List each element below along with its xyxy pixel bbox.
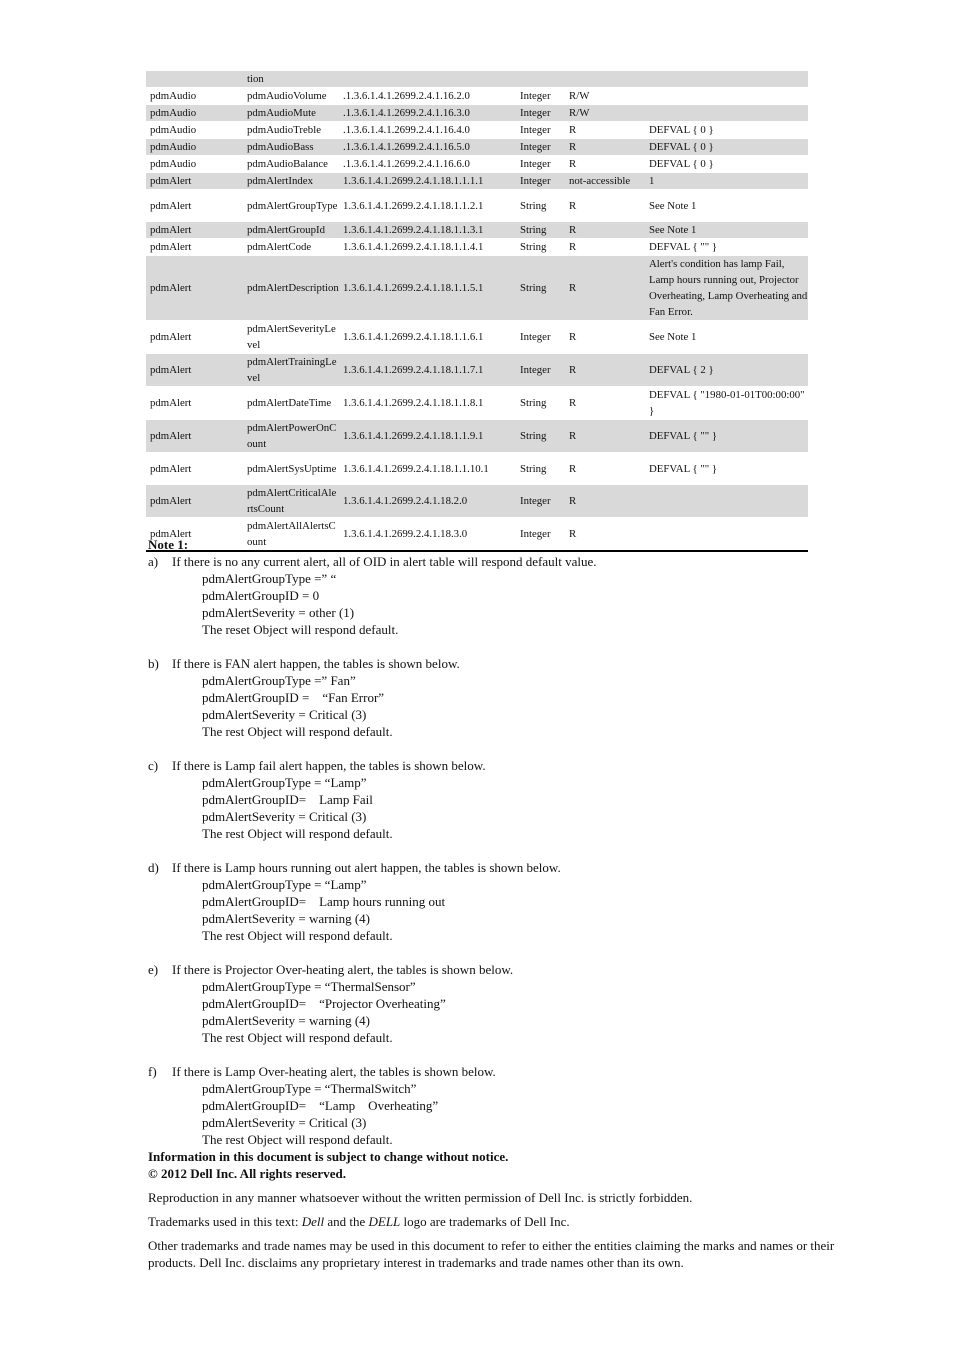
cell-object-name: pdmAudioBass (243, 139, 339, 156)
cell-object-name: pdmAlertCode (247, 241, 312, 253)
cell-group: pdmAlert (150, 331, 192, 343)
cell-access: not-accessible (565, 173, 645, 190)
note-case-line: pdmAlertSeverity = other (1) (202, 605, 355, 620)
other-trademarks-notice: Other trademarks and trade names may be used in this document to refer to either the entities claiming the marks and names or their products. Dell Inc. disclaims any proprietary interest in trademarks and trade names other than its own. (148, 1238, 835, 1270)
note-case-text: If there is Lamp Over-heating alert, the tables is shown below. (172, 1064, 496, 1079)
note-case (148, 859, 848, 944)
cell-description: See Note 1 (645, 222, 808, 239)
table-body (146, 71, 808, 551)
cell-group: pdmAlert (150, 397, 192, 409)
cell-description: DEFVAL { 0 } (649, 124, 714, 136)
note-case-line: The reset Object will respond default. (202, 622, 399, 637)
cell-oid: 1.3.6.1.4.1.2699.2.4.1.18.1.1.1.1 (339, 173, 516, 190)
cell-group: pdmAudio (146, 139, 243, 156)
cell-description: Alert's condition has lamp Fail, Lamp hours running out, Projector Overheating, Lamp Overheating and Fan Error. (645, 256, 808, 321)
cell-oid: 1.3.6.1.4.1.2699.2.4.1.18.1.1.5.1 (339, 256, 516, 321)
cell-oid: .1.3.6.1.4.1.2699.2.4.1.16.4.0 (343, 124, 470, 136)
change-notice: Information in this document is subject to change without notice. (148, 1149, 509, 1164)
cell-object-name: pdmAudioVolume (247, 90, 327, 102)
note-case-line: pdmAlertSeverity = warning (4) (202, 1013, 370, 1028)
cell-description: DEFVAL { 0 } (649, 158, 714, 170)
table-row (146, 190, 808, 222)
cell-access: R (565, 354, 645, 387)
note-case-line: The rest Object will respond default. (202, 1030, 393, 1045)
table-row (146, 139, 808, 156)
cell-object-name: pdmAlertTrainingLevel (243, 354, 339, 387)
note-case-line: pdmAlertGroupID= Lamp Fail (202, 792, 373, 807)
cell-access (565, 71, 645, 88)
cell-description: See Note 1 (649, 331, 697, 343)
note-case-heading (148, 655, 848, 672)
table-row (146, 354, 808, 387)
cell-access: R (565, 139, 645, 156)
note-case-line: pdmAlertGroupType = “ThermalSensor” (202, 979, 416, 994)
cell-description: DEFVAL { "1980-01-01T00:00:00" } (649, 389, 805, 417)
cell-group: pdmAlert (150, 241, 192, 253)
cell-access: R (569, 241, 577, 253)
cell-oid (339, 71, 516, 88)
note-case-line: pdmAlertGroupID = “Fan Error” (202, 690, 385, 705)
note-case-letter: f) (148, 1064, 157, 1079)
cell-access: R/W (569, 90, 590, 102)
note-case-line: The rest Object will respond default. (202, 1132, 393, 1147)
cell-object-name: pdmAlertGroupType (247, 199, 338, 212)
cell-object-name: pdmAudioMute (243, 105, 339, 122)
note-case-text: If there is no any current alert, all of OID in alert table will respond default value. (172, 554, 597, 569)
note-case-line: The rest Object will respond default. (202, 826, 393, 841)
cell-object-name: pdmAlertPowerOnCount (243, 420, 339, 453)
note-case-line: pdmAlertSeverity = Critical (3) (202, 707, 367, 722)
legal-footer (148, 1148, 848, 1271)
note-case-line: pdmAlertGroupID= “Lamp Overheating” (202, 1098, 439, 1113)
note-case-heading (148, 961, 848, 978)
cell-object-name: tion (243, 71, 339, 88)
cell-type: String (520, 199, 547, 212)
cell-access: R (565, 485, 645, 518)
cell-type: Integer (516, 485, 565, 518)
cell-oid: .1.3.6.1.4.1.2699.2.4.1.16.6.0 (343, 158, 470, 170)
cell-type: Integer (516, 173, 565, 190)
cell-type: Integer (520, 124, 551, 136)
table-row (146, 122, 808, 139)
cell-object-name: pdmAlertAllAlertsCount (247, 520, 336, 548)
note-case-line: pdmAlertGroupID= Lamp hours running out (202, 894, 446, 909)
cell-access: R (565, 420, 645, 453)
cell-group: pdmAlert (146, 256, 243, 321)
table-row (146, 321, 808, 354)
table-row (146, 88, 808, 105)
note-case-line: pdmAlertGroupType =” Fan” (202, 673, 356, 688)
note-case-letter: a) (148, 554, 159, 569)
cell-object-name: pdmAudioTreble (247, 124, 321, 136)
note-section (148, 536, 848, 1165)
note-case-text: If there is Lamp fail alert happen, the tables is shown below. (172, 758, 486, 773)
note-case (148, 1063, 848, 1148)
table-row (146, 173, 808, 190)
trademarks-suffix: logo are trademarks of Dell Inc. (400, 1214, 570, 1229)
note-case-list (148, 553, 848, 1148)
note-case-text: If there is Projector Over-heating alert, the tables is shown below. (172, 962, 514, 977)
cell-oid: .1.3.6.1.4.1.2699.2.4.1.16.3.0 (339, 105, 516, 122)
note-case-line: pdmAlertGroupType = “Lamp” (202, 877, 367, 892)
cell-object-name: pdmAudioBalance (247, 158, 328, 170)
cell-description: DEFVAL { "" } (645, 420, 808, 453)
note-title: Note 1: (148, 537, 189, 552)
table-row (146, 71, 808, 88)
note-case-letter: e) (148, 962, 159, 977)
cell-type: Integer (516, 105, 565, 122)
cell-object-name: pdmAlertGroupId (243, 222, 339, 239)
table-row (146, 256, 808, 321)
cell-group: pdmAlert (146, 420, 243, 453)
note-case-heading (148, 859, 848, 876)
note-case-line: pdmAlertGroupID = 0 (202, 588, 320, 603)
cell-group: pdmAlert (150, 199, 192, 212)
cell-group: pdmAudio (150, 158, 197, 170)
cell-group: pdmAlert (150, 528, 192, 540)
note-case (148, 961, 848, 1046)
cell-description: DEFVAL { "" } (649, 462, 718, 475)
cell-group: pdmAlert (150, 462, 192, 475)
note-case-letter: b) (148, 656, 159, 671)
trademarks-mid: and the (324, 1214, 369, 1229)
cell-group: pdmAlert (146, 354, 243, 387)
cell-oid: 1.3.6.1.4.1.2699.2.4.1.18.1.1.2.1 (343, 199, 484, 212)
cell-description: DEFVAL { 0 } (645, 139, 808, 156)
cell-object-name: pdmAlertDateTime (247, 397, 332, 409)
cell-oid: 1.3.6.1.4.1.2699.2.4.1.18.1.1.10.1 (343, 462, 489, 475)
cell-oid: 1.3.6.1.4.1.2699.2.4.1.18.1.1.7.1 (339, 354, 516, 387)
note-case-letter: d) (148, 860, 159, 875)
cell-access: R/W (565, 105, 645, 122)
trademark-dell: Dell (301, 1214, 325, 1229)
note-case-heading (148, 757, 848, 774)
note-case (148, 655, 848, 740)
table-row (146, 105, 808, 122)
cell-description: DEFVAL { 2 } (645, 354, 808, 387)
cell-type: Integer (520, 90, 551, 102)
note-case-line: pdmAlertGroupType = “Lamp” (202, 775, 367, 790)
cell-group: pdmAlert (146, 485, 243, 518)
cell-access: R (569, 331, 577, 343)
cell-object-name: pdmAlertCriticalAlertsCount (243, 485, 339, 518)
note-case-line: The rest Object will respond default. (202, 928, 393, 943)
cell-group: pdmAudio (150, 124, 197, 136)
note-case-letter: c) (148, 758, 159, 773)
note-case-line: pdmAlertSeverity = Critical (3) (202, 809, 367, 824)
cell-type: String (516, 420, 565, 453)
cell-oid: .1.3.6.1.4.1.2699.2.4.1.16.2.0 (343, 90, 470, 102)
cell-access: R (569, 462, 577, 475)
table-row (146, 222, 808, 239)
cell-group: pdmAudio (150, 90, 197, 102)
table-row (146, 387, 808, 420)
cell-type: Integer (520, 158, 551, 170)
cell-type: Integer (516, 139, 565, 156)
cell-oid: 1.3.6.1.4.1.2699.2.4.1.18.2.0 (339, 485, 516, 518)
cell-description: See Note 1 (649, 199, 697, 212)
cell-object-name: pdmAlertDescription (243, 256, 339, 321)
note-case-heading (148, 553, 848, 570)
mib-object-table (146, 71, 808, 552)
note-case-line: pdmAlertSeverity = warning (4) (202, 911, 370, 926)
cell-object-name: pdmAlertSysUptime (247, 462, 337, 475)
reproduction-notice: Reproduction in any manner whatsoever without the written permission of Dell Inc. is strictly forbidden. (148, 1190, 693, 1205)
cell-group: pdmAlert (146, 173, 243, 190)
table-row (146, 420, 808, 453)
cell-type: Integer (520, 528, 551, 540)
table-row (146, 485, 808, 518)
cell-access: R (569, 397, 577, 409)
cell-type: String (516, 222, 565, 239)
cell-group: pdmAlert (146, 222, 243, 239)
cell-type: Integer (516, 354, 565, 387)
cell-group (146, 71, 243, 88)
cell-oid: .1.3.6.1.4.1.2699.2.4.1.16.5.0 (339, 139, 516, 156)
cell-type: String (520, 397, 547, 409)
note-case-line: pdmAlertSeverity = Critical (3) (202, 1115, 367, 1130)
cell-access: R (569, 124, 577, 136)
cell-type: String (520, 241, 547, 253)
cell-object-name: pdmAlertSeverityLevel (247, 323, 336, 351)
trademarks-notice (148, 1213, 848, 1230)
note-case-line: pdmAlertGroupType =” “ (202, 571, 337, 586)
cell-oid: 1.3.6.1.4.1.2699.2.4.1.18.1.1.6.1 (343, 331, 484, 343)
note-case-line: The rest Object will respond default. (202, 724, 393, 739)
cell-oid: 1.3.6.1.4.1.2699.2.4.1.18.1.1.4.1 (343, 241, 484, 253)
trademarks-prefix: Trademarks used in this text: (148, 1214, 302, 1229)
table-row (146, 239, 808, 256)
note-case-text: If there is FAN alert happen, the tables is shown below. (172, 656, 460, 671)
cell-type: Integer (520, 331, 551, 343)
cell-description (645, 71, 808, 88)
cell-description (645, 105, 808, 122)
cell-description: 1 (645, 173, 808, 190)
cell-type: String (520, 462, 547, 475)
table-row (146, 156, 808, 173)
table-row (146, 453, 808, 485)
cell-access: R (569, 158, 577, 170)
cell-oid: 1.3.6.1.4.1.2699.2.4.1.18.3.0 (343, 528, 468, 540)
cell-type (516, 71, 565, 88)
trademark-dell-logo: DELL (368, 1214, 401, 1229)
note-case-heading (148, 1063, 848, 1080)
cell-group: pdmAudio (146, 105, 243, 122)
cell-oid: 1.3.6.1.4.1.2699.2.4.1.18.1.1.3.1 (339, 222, 516, 239)
note-case (148, 553, 848, 638)
cell-object-name: pdmAlertIndex (243, 173, 339, 190)
cell-access: R (569, 199, 577, 212)
copyright: © 2012 Dell Inc. All rights reserved. (148, 1166, 346, 1181)
cell-access: R (565, 256, 645, 321)
cell-description: DEFVAL { "" } (649, 241, 718, 253)
cell-oid: 1.3.6.1.4.1.2699.2.4.1.18.1.1.8.1 (343, 397, 484, 409)
cell-oid: 1.3.6.1.4.1.2699.2.4.1.18.1.1.9.1 (339, 420, 516, 453)
note-case-line: pdmAlertGroupID= “Projector Overheating” (202, 996, 446, 1011)
cell-description (645, 485, 808, 518)
cell-description (645, 88, 808, 105)
cell-access: R (569, 528, 577, 540)
cell-access: R (565, 222, 645, 239)
cell-type: String (516, 256, 565, 321)
note-case-line: pdmAlertGroupType = “ThermalSwitch” (202, 1081, 417, 1096)
note-case-text: If there is Lamp hours running out alert happen, the tables is shown below. (172, 860, 561, 875)
note-case (148, 757, 848, 842)
